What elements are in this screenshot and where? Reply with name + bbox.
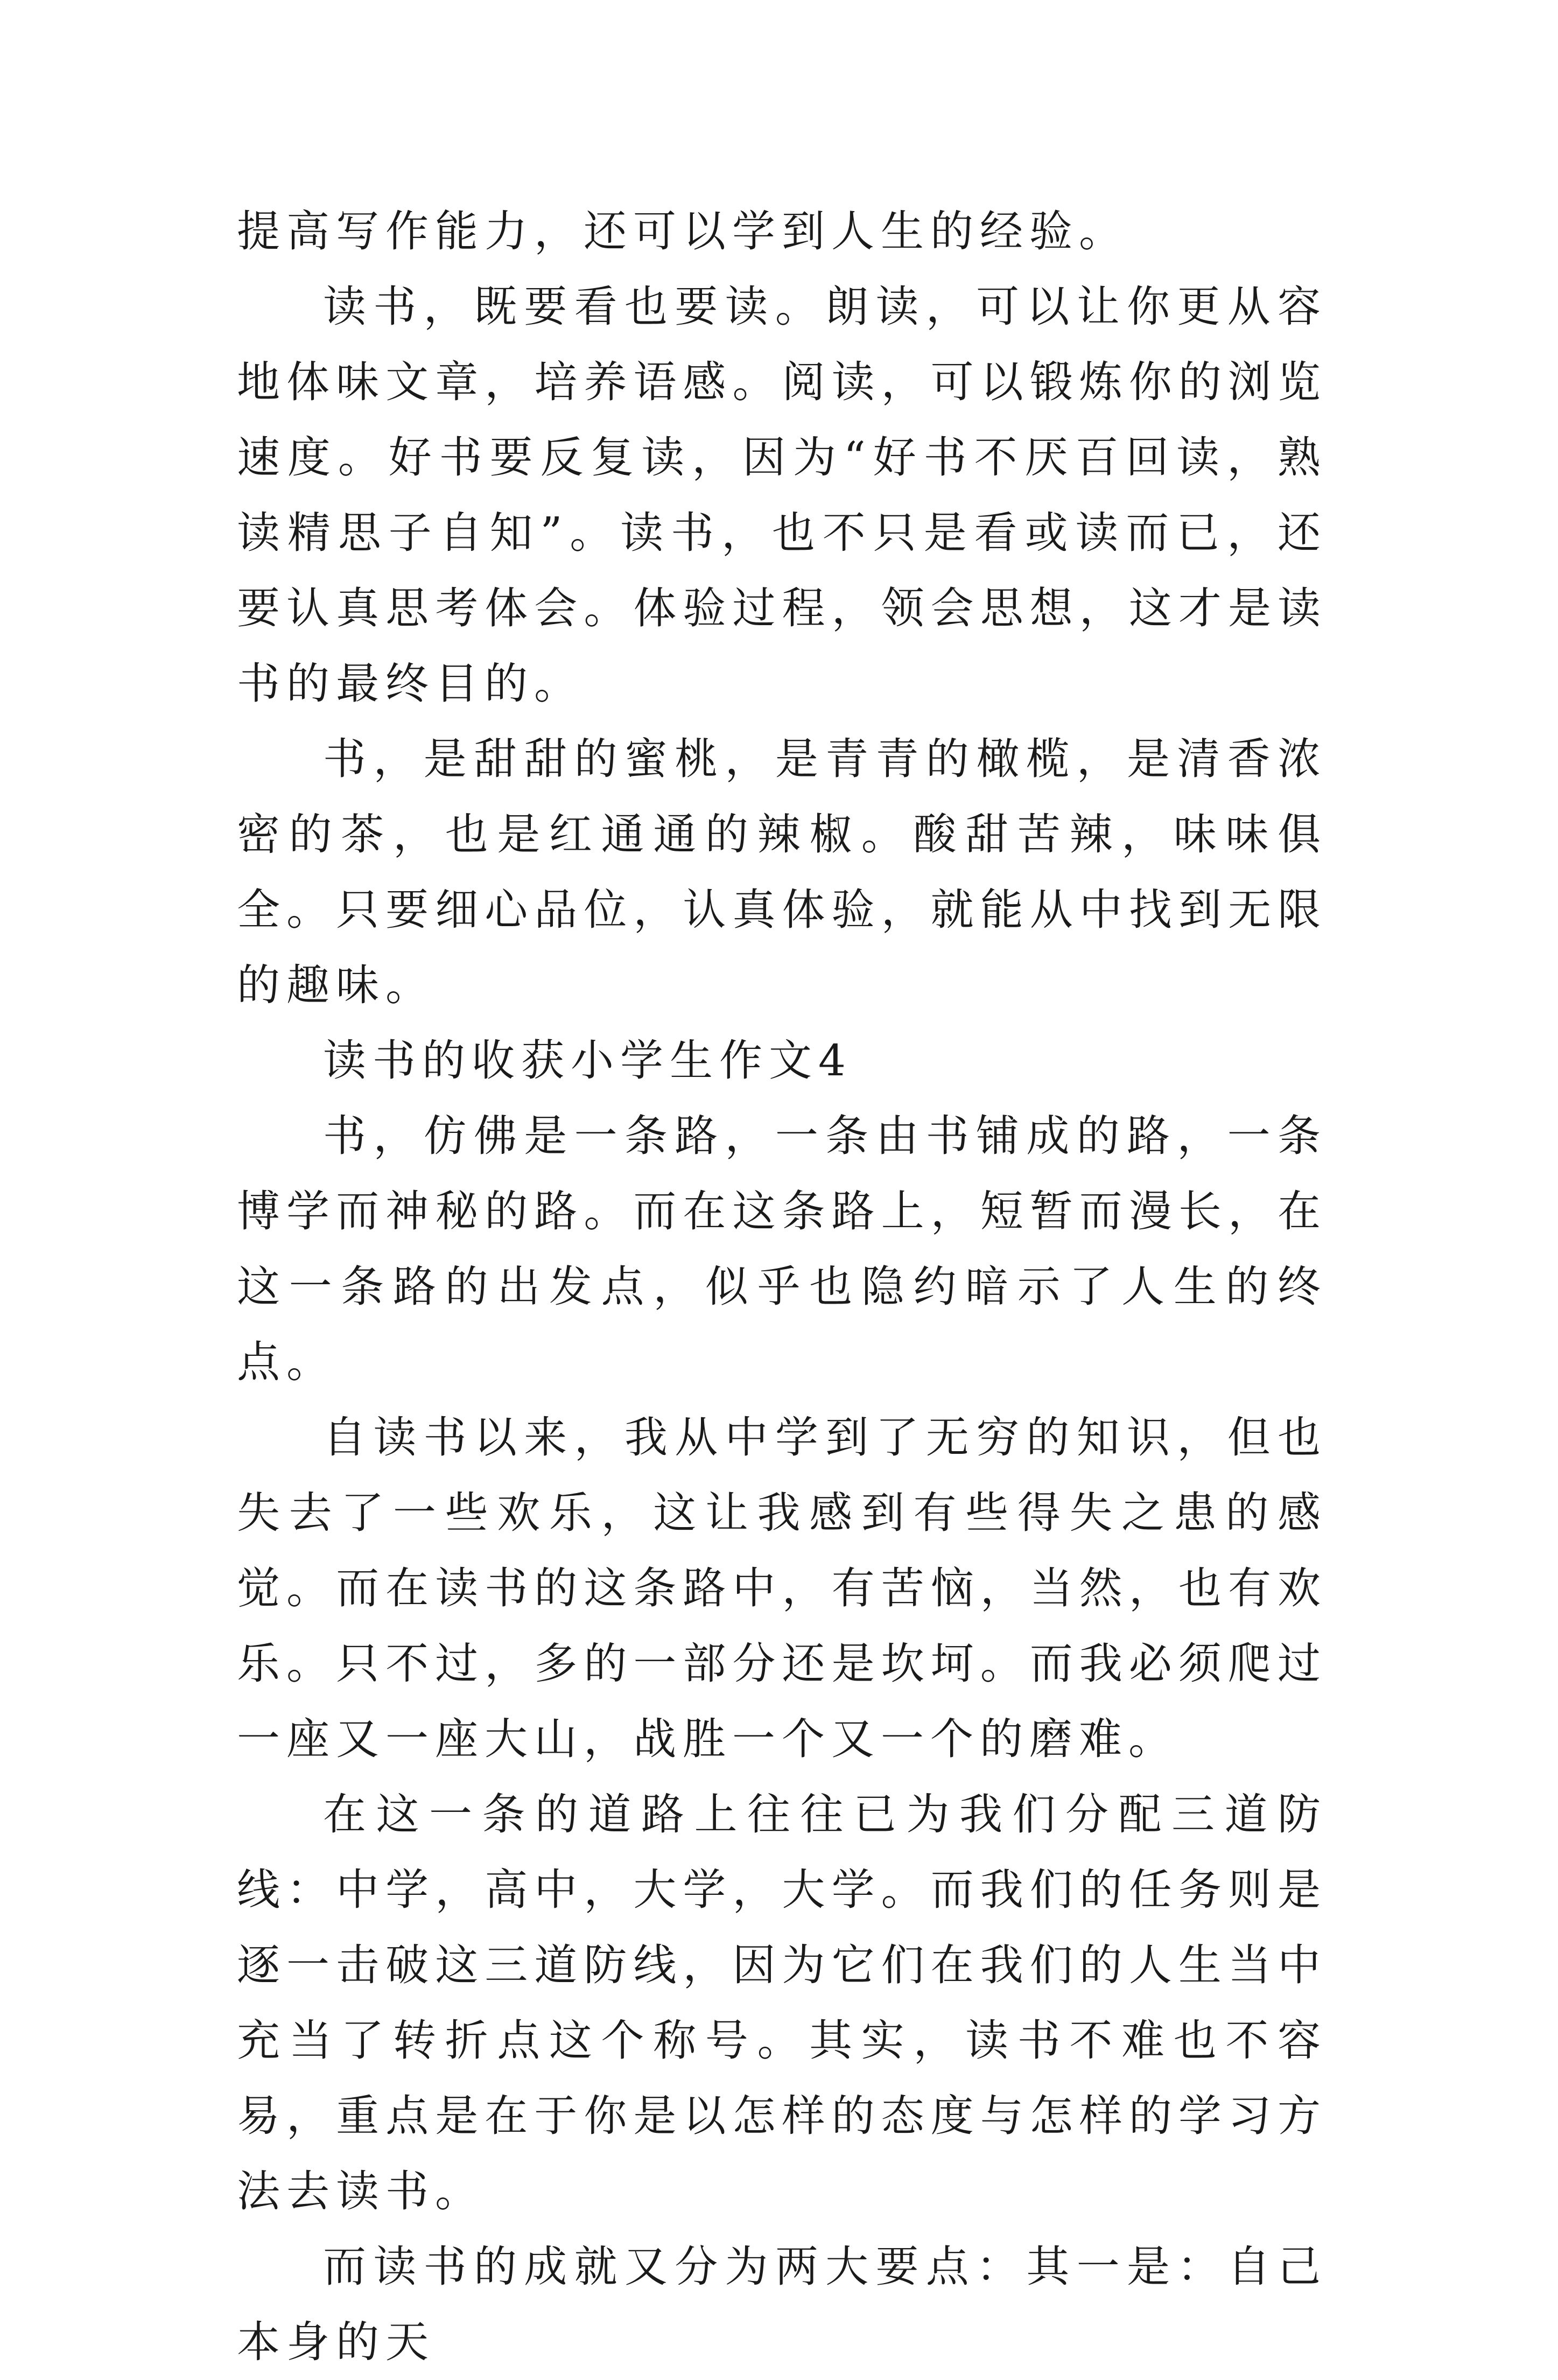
paragraph-6: 在这一条的道路上往往已为我们分配三道防线：中学，高中，大学，大学。而我们的任务则是逐一击破这三道防线，因为它们在我们的人生当中充当了转折点这个称号。其实，读书不难也不容易，重点是在于你是以怎样的态度与怎样的学习方法去读书。 — [237, 1789, 1327, 2216]
paragraph-7: 而读书的成就又分为两大要点：其一是：自己本身的天 — [237, 2242, 1327, 2367]
paragraph-5: 自读书以来，我从中学到了无穷的知识，但也失去了一些欢乐，这让我感到有些得失之患的感觉。而在读书的这条路中，有苦恼，当然，也有欢乐。只不过，多的一部分还是坎坷。而我必须爬过一座又一座大山，战胜一个又一个的磨难。 — [237, 1412, 1327, 1764]
section-heading: 读书的收获小学生作文4 — [323, 1035, 852, 1086]
paragraph-3: 书，是甜甜的蜜桃，是青青的橄榄，是清香浓密的茶，也是红通通的辣椒。酸甜苦辣，味味俱全。只要细心品位，认真体验，就能从中找到无限的趣味。 — [237, 734, 1327, 1010]
paragraph-1: 提高写作能力，还可以学到人生的经验。 — [237, 206, 1128, 256]
paragraph-2: 读书，既要看也要读。朗读，可以让你更从容地体味文章，培养语感。阅读，可以锻炼你的浏览速度。好书要反复读，因为“好书不厌百回读，熟读精思子自知”。读书，也不只是看或读而已，还要认真思考体会。体验过程，领会思想，这才是读书的最终目的。 — [237, 282, 1327, 709]
paragraph-4: 书，仿佛是一条路，一条由书铺成的路，一条博学而神秘的路。而在这条路上，短暂而漫长，在这一条路的出发点，似乎也隐约暗示了人生的终点。 — [237, 1111, 1327, 1387]
document-body — [237, 194, 1327, 2380]
